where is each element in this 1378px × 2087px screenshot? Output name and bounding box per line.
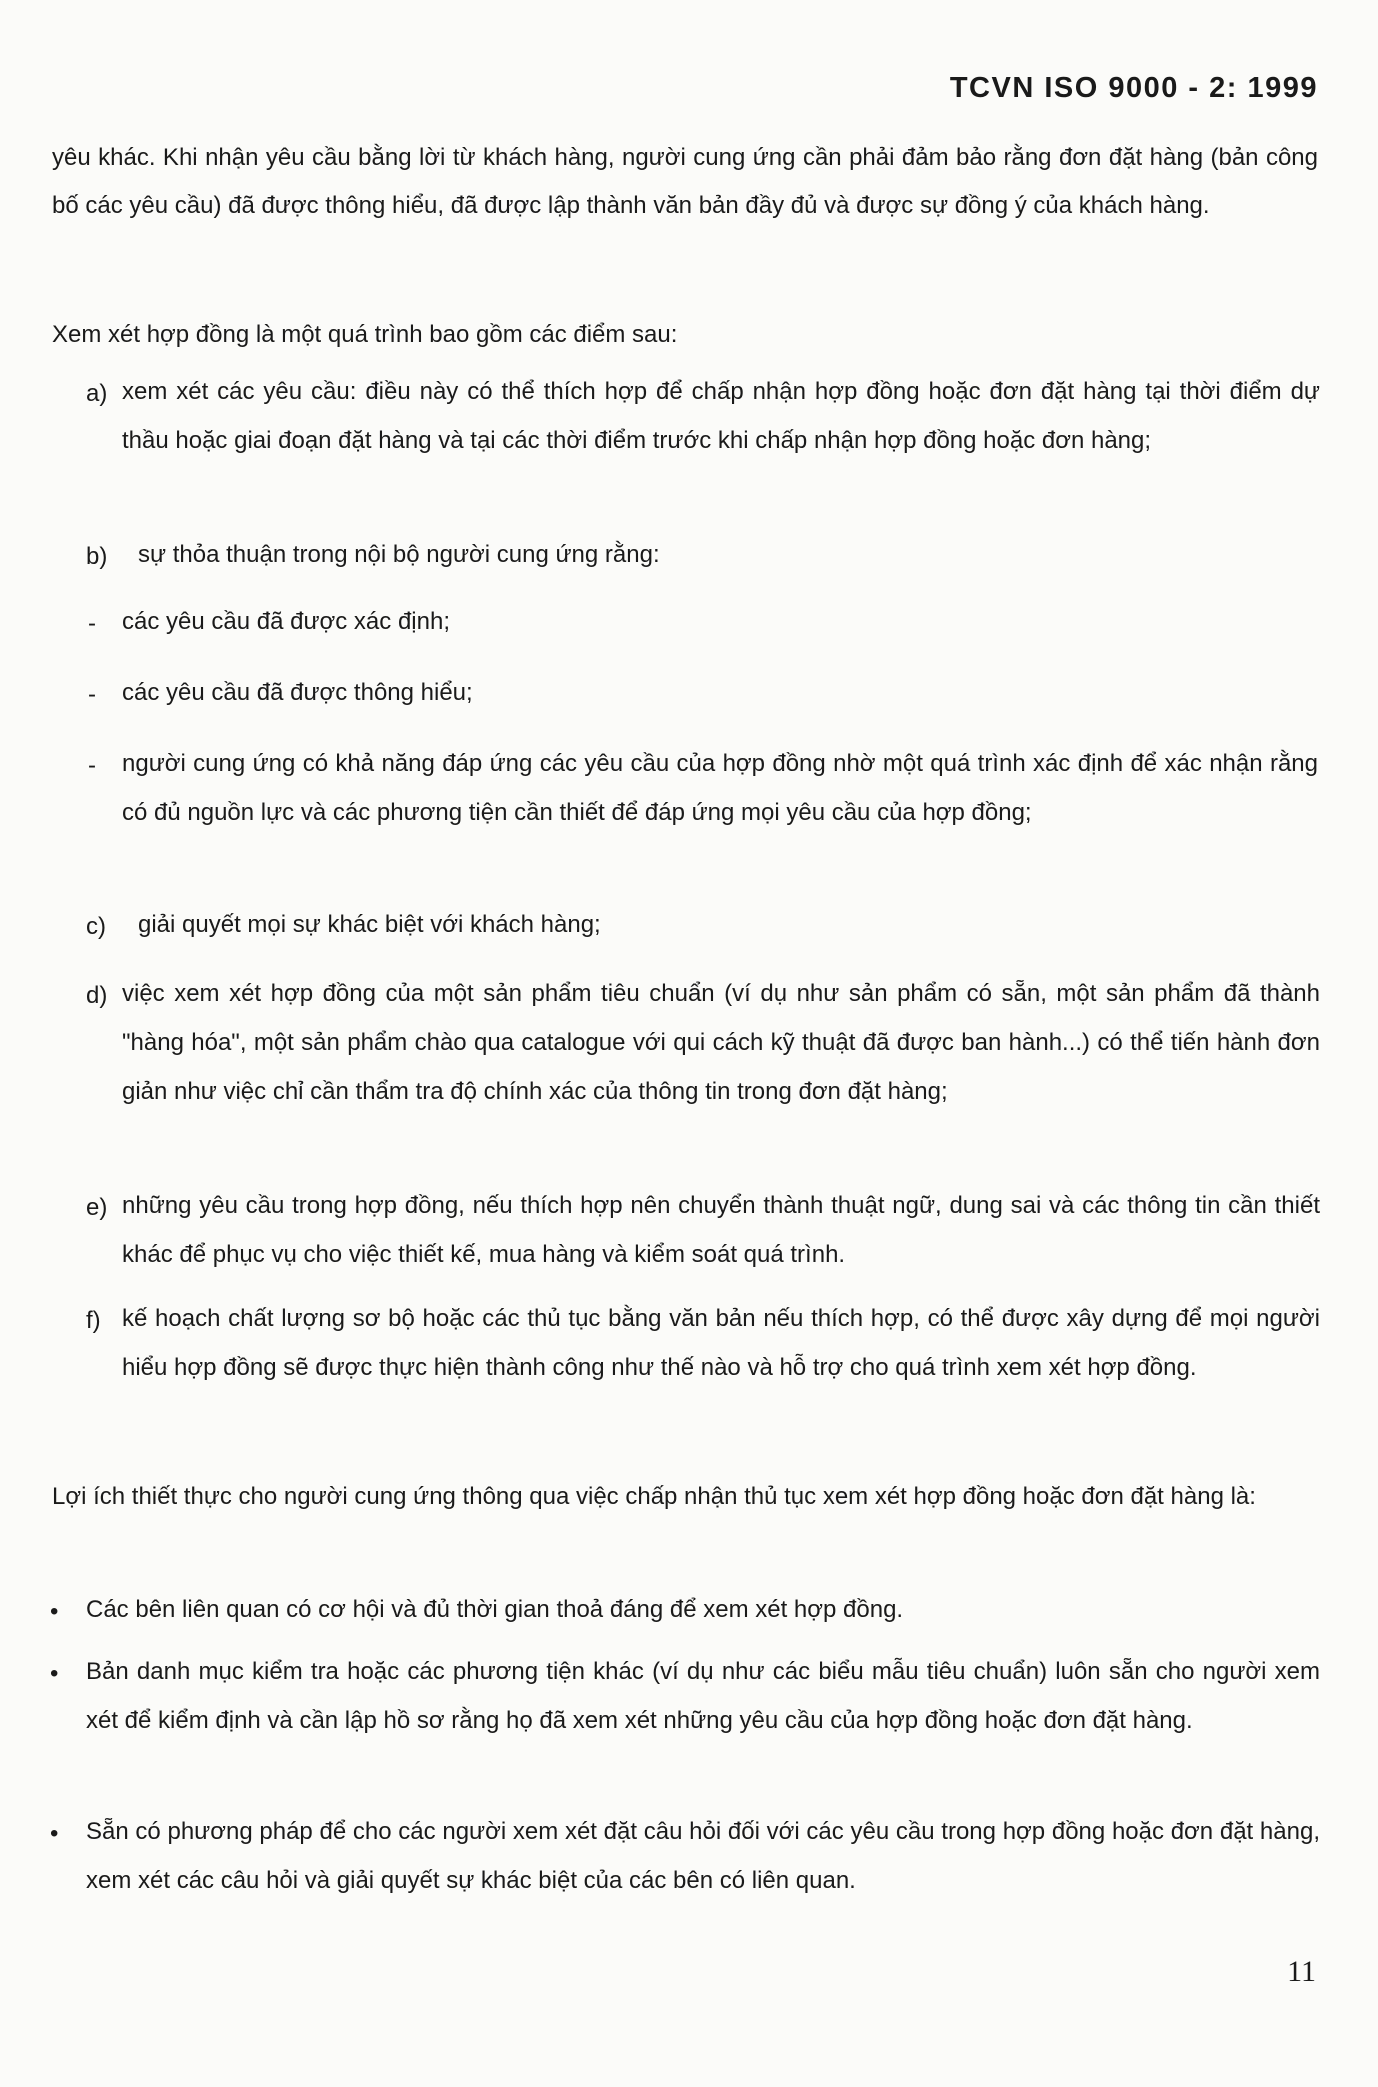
bullet-2-text: Bản danh mục kiểm tra hoặc các phương tiện khác (ví dụ như các biểu mẫu tiêu chuẩn) luôn sẵn cho người xem xét để kiểm định và cần lập hồ sơ rằng họ đã xem xét những yêu cầu của hợp đồng hoặc đơn đặt hàng. [86,1658,1320,1734]
dash-marker-2: - [88,681,96,708]
dash-item-1-text: các yêu cầu đã được xác định; [122,608,450,635]
bullet-1-text: Các bên liên quan có cơ hội và đủ thời gian thoả đáng để xem xét hợp đồng. [86,1596,904,1623]
review-lead-text: Xem xét hợp đồng là một quá trình bao gồm các điểm sau: [52,321,678,348]
bullet-marker-1: • [50,1598,59,1625]
dash-item-3-text: người cung ứng có khả năng đáp ứng các yêu cầu của hợp đồng nhờ một quá trình xác định để xác nhận rằng có đủ nguồn lực và các phương tiện cần thiết để đáp ứng mọi yêu cầu của hợp đồng; [122,750,1318,826]
item-a-text: xem xét các yêu cầu: điều này có thể thích hợp để chấp nhận hợp đồng hoặc đơn đặt hàng tại thời điểm dự thầu hoặc giai đoạn đặt hàng và tại các thời điểm trước khi chấp nhận hợp đồng hoặc đơn hàng; [122,378,1320,454]
bullet-marker-3: • [50,1820,59,1847]
dash-marker-3: - [88,752,96,779]
dash-item-2-text: các yêu cầu đã được thông hiểu; [122,679,473,706]
bullet-3-text: Sẵn có phương pháp để cho các người xem xét đặt câu hỏi đối với các yêu cầu trong hợp đồng hoặc đơn đặt hàng, xem xét các câu hỏi và giải quyết sự khác biệt của các bên có liên quan. [86,1818,1320,1894]
standard-code-header: TCVN ISO 9000 - 2: 1999 [949,72,1318,104]
item-c-text: giải quyết mọi sự khác biệt với khách hàng; [138,911,601,938]
item-marker-d: d) [86,982,108,1009]
item-marker-c: c) [86,913,106,940]
item-marker-e: e) [86,1194,108,1221]
item-e-text: những yêu cầu trong hợp đồng, nếu thích hợp nên chuyển thành thuật ngữ, dung sai và các thông tin cần thiết khác để phục vụ cho việc thiết kế, mua hàng và kiểm soát quá trình. [122,1192,1320,1268]
item-marker-b: b) [86,543,108,570]
benefits-lead-text: Lợi ích thiết thực cho người cung ứng thông qua việc chấp nhận thủ tục xem xét hợp đồng hoặc đơn đặt hàng là: [52,1483,1256,1510]
item-b-text: sự thỏa thuận trong nội bộ người cung ứng rằng: [138,541,660,568]
page-number: 11 [1287,1955,1316,1988]
item-marker-a: a) [86,380,108,407]
item-d-text: việc xem xét hợp đồng của một sản phẩm tiêu chuẩn (ví dụ như sản phẩm có sẵn, một sản phẩm đã thành "hàng hóa", một sản phẩm chào qua catalogue với qui cách kỹ thuật đã được ban hành...) có thể tiến hành đơn giản như việc chỉ cần thẩm tra độ chính xác của thông tin trong đơn đặt hàng; [122,980,1320,1105]
bullet-marker-2: • [50,1660,59,1687]
item-marker-f: f) [86,1307,101,1334]
item-f-text: kế hoạch chất lượng sơ bộ hoặc các thủ tục bằng văn bản nếu thích hợp, có thể được xây dựng để mọi người hiểu hợp đồng sẽ được thực hiện thành công như thế nào và hỗ trợ cho quá trình xem xét hợp đồng. [122,1305,1320,1381]
intro-paragraph: yêu khác. Khi nhận yêu cầu bằng lời từ khách hàng, người cung ứng cần phải đảm bảo rằng đơn đặt hàng (bản công bố các yêu cầu) đã được thông hiểu, đã được lập thành văn bản đầy đủ và được sự đồng ý của khách hàng. [52,144,1318,219]
dash-marker-1: - [88,610,96,637]
